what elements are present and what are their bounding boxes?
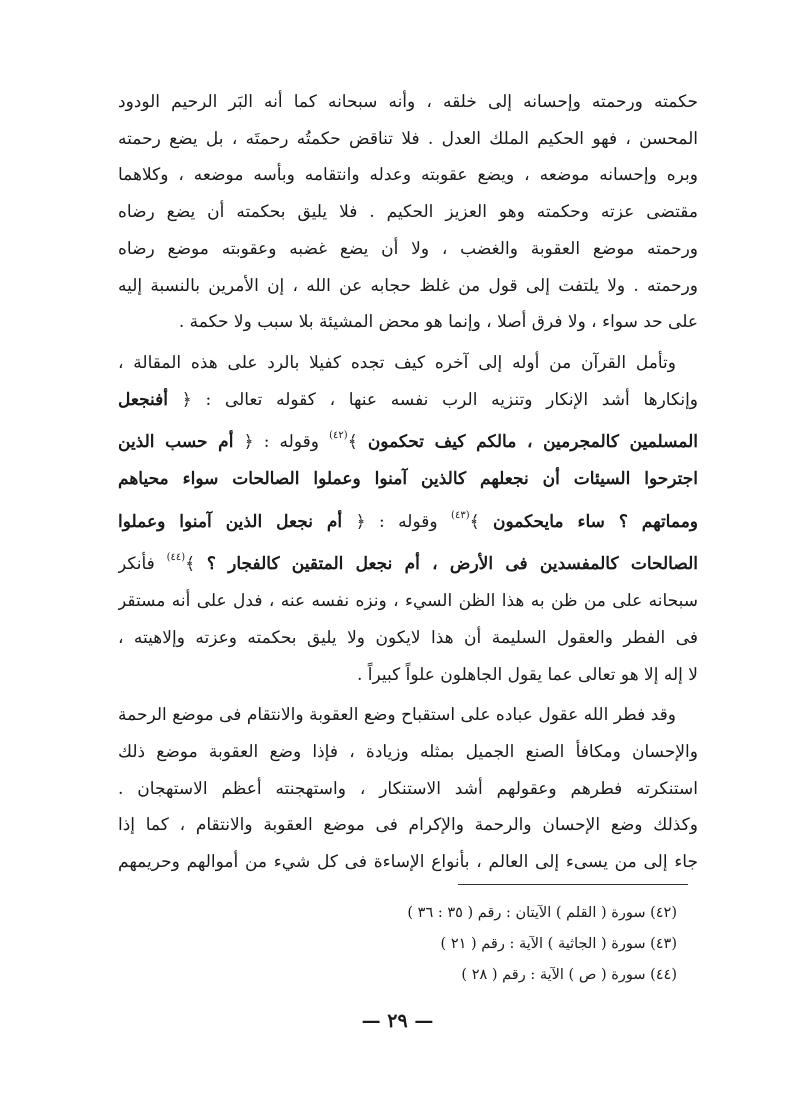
plain-text: وقوله : ﴿: [342, 511, 452, 532]
text-line: [118, 498, 698, 541]
footnote-ref: (٤٢): [329, 430, 348, 442]
quran-quote: الصالحات كالمفسدين فى الأرض ، أم نجعل المتقين كالفجار ؟: [206, 554, 698, 575]
text-line: والإحسان ومكافأ الصنع الجميل بمثله وزيادة ، فإذا وضع العقوبة موضع ذلك: [118, 741, 698, 762]
paragraph-2: [118, 345, 698, 693]
quran-quote: ومماتهم ؟ ساء مايحكمون: [493, 511, 698, 532]
text-line: مقتضى عزته وحكمته وهو العزيز الحكيم . فلا يليق بحكمته أن يضع رضاه: [118, 202, 698, 223]
footnote-ref: (٤٤): [166, 552, 186, 564]
quote-bracket: ﴾: [347, 432, 358, 453]
text-line: فى الفطر والعقول السليمة أن هذا لايكون ولا يليق بحكمته وعزته وإلاهيته ،: [118, 627, 698, 648]
text-line: المحسن ، فهو الحكيم الملك العدل . فلا تناقض حكمتُه رحمتَه ، بل يضع رحمته: [118, 128, 698, 149]
quote-bracket: ﴾: [185, 554, 207, 575]
text-line: [118, 418, 698, 461]
footnote: (٤٢) سورة ( القلم ) الآيتان : رقم ( ٣٥ : ٣٦ ): [407, 905, 677, 921]
text-line: جاء إلى من يسىء إلى العالم ، بأنواع الإساءة فى كل شيء من أموالهم وحريمهم: [118, 852, 698, 873]
paragraph-3: [118, 697, 698, 881]
quran-quote: المسلمين كالمجرمين ، مالكم كيف تحكمون: [367, 432, 698, 453]
text-line: وتأمل القرآن من أوله إلى آخره كيف تجده كفيلا بالرد على هذه المقالة ،: [118, 352, 676, 373]
text-line: [118, 382, 698, 419]
footnote-ref: (٤٣): [451, 509, 470, 521]
quran-quote: أم نجعل الذين آمنوا وعملوا: [118, 511, 343, 532]
text-line: وكذلك وضع الإحسان والرحمة والإكرام فى موضع العقوبة والانتقام ، كما إذا: [118, 815, 698, 836]
plain-text: وإنكارها أشد الإنكار وتنزيه الرب نفسه عنها ، كقوله تعالى : ﴿: [181, 389, 698, 410]
quote-bracket: ﴾: [469, 511, 494, 532]
quran-quote: أفنجعل: [118, 389, 169, 410]
quran-quote: أم حسب الذين: [118, 432, 234, 453]
text-line: سبحانه على من ظن به هذا الظن السيء ، ونزه نفسه عنه ، فدل على أنه مستقر: [118, 591, 698, 612]
footnote: (٤٤) سورة ( ص ) الآية : رقم ( ٢٨ ): [461, 967, 677, 983]
page-number: — ٢٩ —: [361, 1010, 434, 1032]
text-line: [118, 540, 698, 583]
footnotes: [277, 898, 677, 991]
text-line: استنكرته فطرهم وعقولهم أشد الاستنكار ، واستهجنته أعظم الاستهجان .: [118, 778, 698, 799]
text-line: لا إله إلا هو تعالى عما يقول الجاهلون علواً كبيراً .: [356, 664, 698, 685]
text-line: وقد فطر الله عقول عباده على استقباح وضع العقوبة والانتقام فى موضع الرحمة: [118, 705, 676, 726]
text-line: على حد سواء ، ولا فرق أصلا ، وإنما هو محض المشيئة بلا سبب ولا حكمة .: [178, 312, 698, 333]
text-line: حكمته ورحمته وإحسانه إلى خلقه ، وأنه سبحانه كما أنه البَر الرحيم الودود: [118, 92, 698, 112]
text-line: ورحمته . ولا يلتفت إلى قول من غلظ حجابه عن الله ، إن الأمرين بالنسبة إليه: [118, 275, 698, 296]
paragraph-1: [118, 84, 698, 341]
main-text: [118, 84, 698, 881]
footnote-divider: [458, 884, 688, 885]
plain-text: وقوله : ﴿: [233, 432, 330, 453]
text-line: [118, 461, 698, 498]
text-line: ورحمته موضع العقوبة والغضب ، ولا أن يضع غضبه وعقوبته موضع رضاه: [118, 238, 698, 259]
plain-text: فأنكر: [118, 554, 167, 575]
footnote: (٤٣) سورة ( الجاثية ) الآية : رقم ( ٢١ ): [440, 936, 677, 952]
text-line: وبره وإحسانه موضعه ، ويضع عقوبته وعدله وانتقامه وبأسه موضعه ، وكلاهما: [118, 165, 698, 186]
quran-quote: اجترحوا السيئات أن نجعلهم كالذين آمنوا وعملوا الصالحات سواء محياهم: [118, 469, 698, 490]
